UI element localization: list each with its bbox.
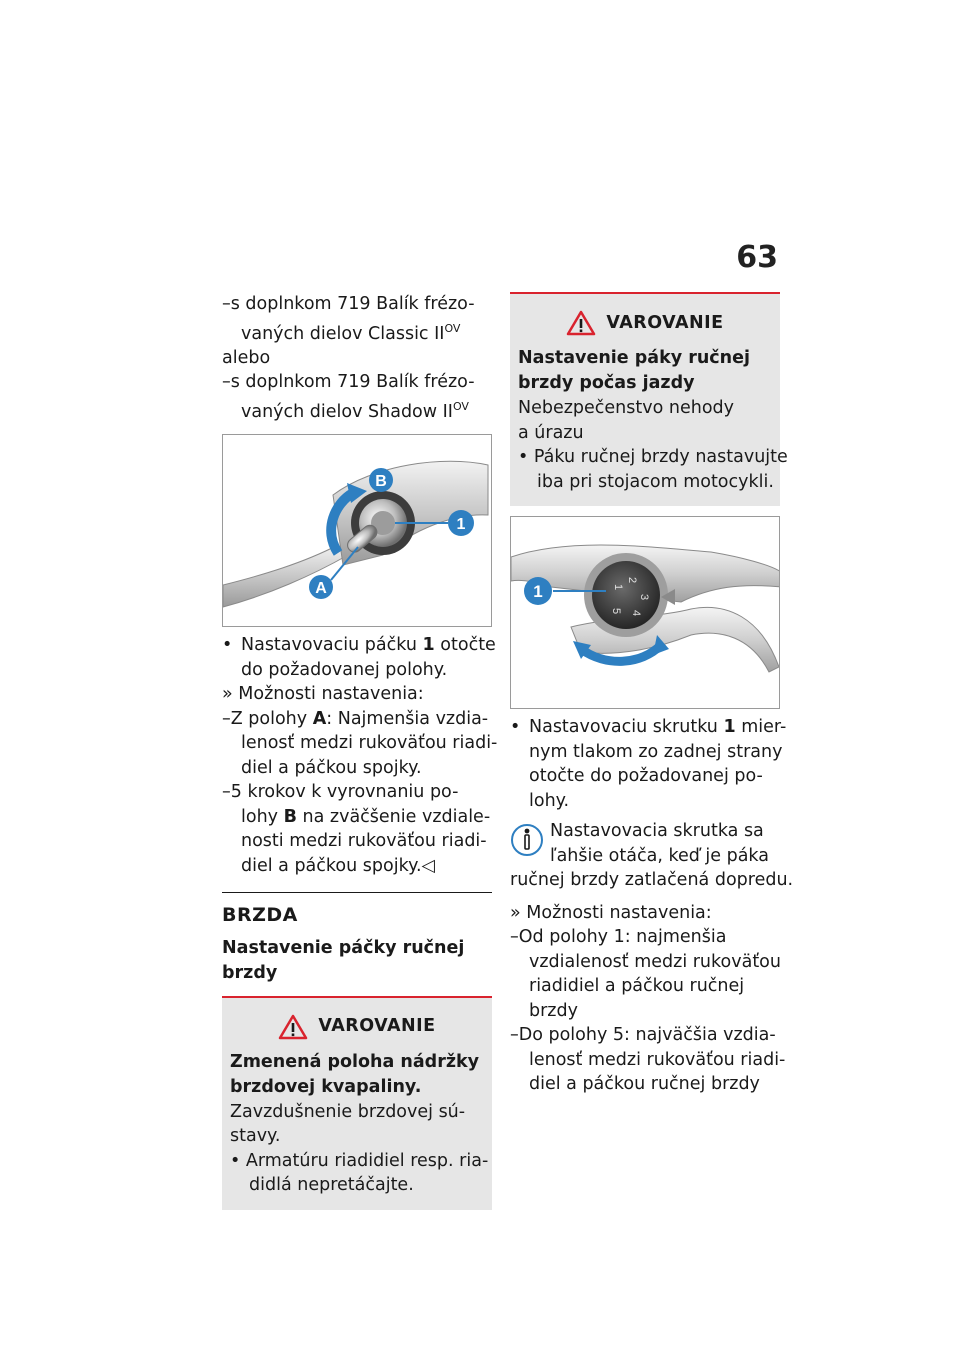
info-note-text bbox=[550, 819, 769, 868]
callout-1-label: 1 bbox=[533, 582, 543, 601]
instruction-key: 1 bbox=[422, 635, 435, 656]
warning-heading-line2: brzdy počas jazdy bbox=[518, 373, 695, 393]
subsection-title bbox=[222, 936, 492, 986]
option-b-line2 bbox=[222, 805, 492, 830]
bullet-icon: • bbox=[222, 635, 233, 656]
warning-header bbox=[518, 310, 772, 336]
option-1-line2: vzdialenosť medzi rukoväťou bbox=[529, 951, 781, 972]
option-a-pre: –Z polohy bbox=[222, 708, 308, 729]
warning-triangle-icon bbox=[278, 1014, 308, 1040]
instruction-line2: nym tlakom zo zadnej strany bbox=[529, 741, 783, 762]
option-5-line2: lenosť medzi rukoväťou riadi- bbox=[529, 1049, 786, 1070]
warning-header bbox=[230, 1014, 484, 1040]
warning-body-line1: Nebezpečenstvo nehody bbox=[518, 398, 734, 418]
option-1-line1: –Od polohy 1: najmenšia bbox=[510, 927, 727, 947]
alebo-text: alebo bbox=[222, 347, 271, 368]
note-line2: ľahšie otáča, keď je páka bbox=[550, 845, 769, 866]
instruction-line2: do požadovanej polohy. bbox=[241, 659, 448, 680]
option-shadow-sup: OV bbox=[452, 399, 469, 413]
option-1-line3: riadidiel a páčkou ručnej bbox=[529, 976, 745, 996]
instruction-line3: otočte do požadovanej po- bbox=[529, 766, 763, 786]
option-a-line1 bbox=[222, 707, 492, 732]
warning-bullet-line2: iba pri stojacom motocykli. bbox=[537, 471, 774, 492]
option-5-line3: diel a páčkou ručnej brzdy bbox=[529, 1074, 760, 1094]
warning-heading-line2: brzdovej kvapaliny. bbox=[230, 1076, 422, 1097]
option-classic-line2 bbox=[222, 317, 492, 346]
warning-triangle-icon bbox=[566, 310, 596, 336]
note-line3: ručnej brzdy zatlačená dopredu. bbox=[510, 870, 794, 890]
option-b-line4: diel a páčkou spojky.◁ bbox=[241, 855, 435, 876]
warning-heading-line1: Zmenená poloha nádržky bbox=[230, 1051, 480, 1072]
left-column bbox=[222, 292, 498, 1210]
option-1-line4: brzdy bbox=[529, 1000, 578, 1021]
callout-a-label: A bbox=[315, 580, 327, 598]
info-note bbox=[510, 819, 780, 868]
warning-bullet-line1: • Páku ručnej brzdy nastavujte bbox=[518, 447, 788, 467]
option-shadow-line2 bbox=[222, 395, 492, 424]
note-line1: Nastavovacia skrutka sa bbox=[550, 821, 764, 841]
info-icon bbox=[510, 819, 544, 859]
options-header: » Možnosti nastavenia: bbox=[510, 902, 712, 923]
clutch-lever-figure bbox=[222, 434, 492, 627]
instruction-text: Nastavovaciu skrutku bbox=[529, 717, 718, 737]
warning-body-line2: stavy. bbox=[230, 1126, 281, 1147]
option-classic-sup: OV bbox=[444, 321, 461, 335]
option-a-line2: lenosť medzi rukoväťou riadi- bbox=[241, 733, 498, 754]
callout-1-label: 1 bbox=[456, 516, 466, 534]
bullet-icon: • bbox=[510, 717, 521, 737]
warning-heading-line1: Nastavenie páky ručnej bbox=[518, 348, 751, 368]
instruction-bullet bbox=[510, 715, 787, 740]
option-b-line1: –5 krokov k vyrovnaniu po- bbox=[222, 782, 459, 803]
page-number: 63 bbox=[736, 240, 778, 275]
warning-title: VAROVANIE bbox=[606, 312, 724, 333]
option-classic-text: vaných dielov Classic II bbox=[241, 323, 445, 344]
options-header: » Možnosti nastavenia: bbox=[222, 684, 424, 705]
dial-digit-3: 3 bbox=[638, 593, 650, 601]
option-a-line3: diel a páčkou spojky. bbox=[241, 757, 422, 778]
option-b-key: B bbox=[283, 806, 297, 827]
option-a-post: : Najmenšia vzdia- bbox=[326, 708, 489, 729]
option-classic-line1: –s doplnkom 719 Balík frézo- bbox=[222, 294, 475, 314]
instruction-key: 1 bbox=[723, 717, 736, 737]
option-b-line3: nosti medzi rukoväťou riadi- bbox=[241, 831, 487, 852]
option-shadow-text: vaných dielov Shadow II bbox=[241, 401, 453, 422]
instruction-text: Nastavovaciu páčku bbox=[241, 635, 417, 656]
brake-lever-figure bbox=[510, 516, 780, 709]
instruction-text-end: mier- bbox=[741, 717, 787, 737]
subsection-title-line1: Nastavenie páčky ručnej bbox=[222, 937, 465, 958]
option-b-post: na zväčšenie vzdiale- bbox=[302, 806, 491, 827]
warning-bullet-line2: didlá nepretáčajte. bbox=[249, 1175, 414, 1196]
dial-digit-5: 5 bbox=[610, 607, 622, 615]
clutch-lever-illustration bbox=[223, 435, 492, 627]
option-a-key: A bbox=[312, 708, 327, 729]
warning-box-riding bbox=[510, 292, 788, 506]
option-shadow-line1: –s doplnkom 719 Balík frézo- bbox=[222, 372, 475, 393]
warning-bullet-line1: • Armatúru riadidiel resp. ria- bbox=[230, 1150, 489, 1171]
option-5-line1: –Do polohy 5: najväčšia vzdia- bbox=[510, 1025, 776, 1045]
instruction-bullet bbox=[222, 633, 496, 658]
section-divider bbox=[222, 892, 492, 893]
instruction-text-end: otočte bbox=[440, 635, 496, 656]
warning-box-fluid bbox=[222, 996, 492, 1210]
warning-title: VAROVANIE bbox=[318, 1016, 436, 1037]
subsection-title-line2: brzdy bbox=[222, 962, 278, 983]
dial-digit-4: 4 bbox=[630, 609, 642, 617]
warning-heading bbox=[230, 1050, 484, 1100]
option-b-pre: lohy bbox=[241, 806, 279, 827]
warning-body-line1: Zavzdušnenie brzdovej sú- bbox=[230, 1101, 466, 1122]
dial-digit-1: 1 bbox=[612, 583, 624, 591]
right-column bbox=[510, 292, 794, 1097]
dial-digit-2: 2 bbox=[626, 576, 638, 584]
instruction-line4: lohy. bbox=[529, 790, 570, 811]
callout-b-label: B bbox=[375, 473, 387, 491]
brake-lever-illustration bbox=[511, 517, 780, 709]
warning-heading bbox=[518, 346, 772, 396]
warning-body-line2: a úrazu bbox=[518, 422, 584, 443]
section-title: BRZDA bbox=[222, 904, 298, 927]
